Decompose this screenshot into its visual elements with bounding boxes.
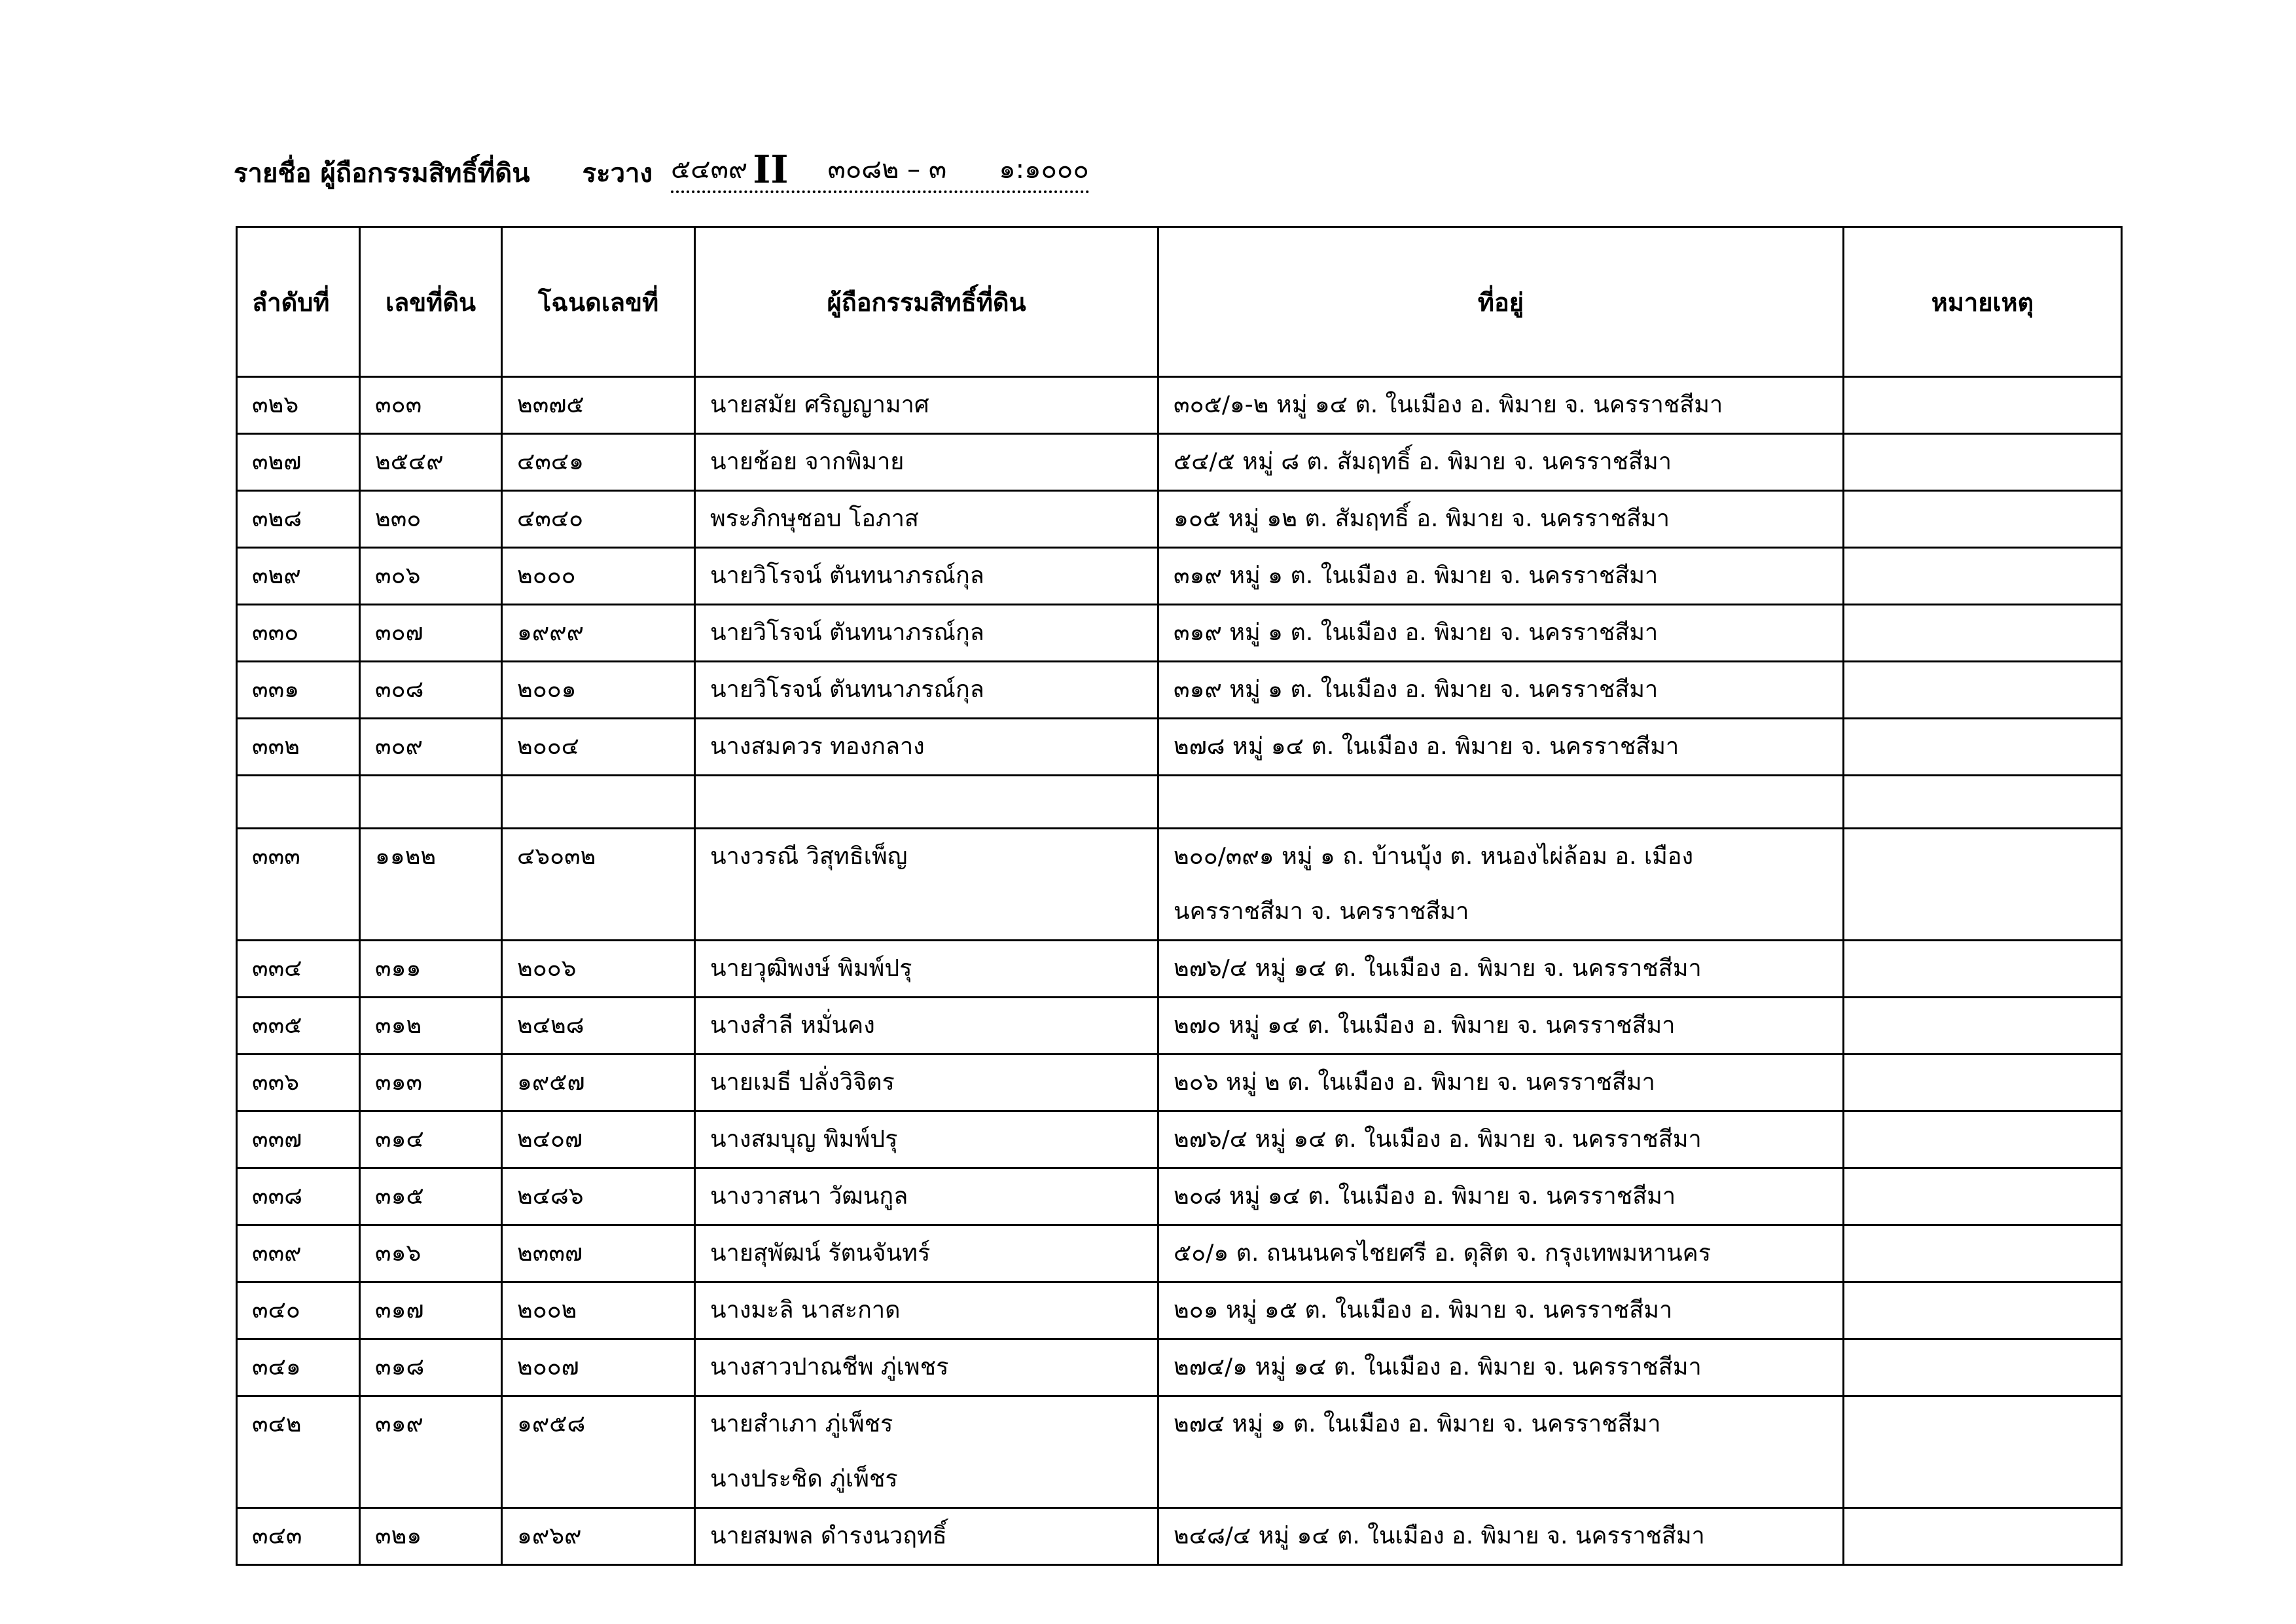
cell-deed-number: ๑๙๕๘ <box>502 1396 695 1508</box>
cell-parcel-number <box>360 776 502 829</box>
cell-remark <box>1844 829 2122 941</box>
cell-order <box>237 776 360 829</box>
address-line: ๕๔/๕ หมู่ ๘ ต. สัมฤทธิ์ อ. พิมาย จ. นครราชสีมา <box>1174 448 1672 475</box>
cell-deed-number: ๒๐๐๔ <box>502 719 695 776</box>
cell-order: ๓๓๙ <box>237 1225 360 1282</box>
cell-owner <box>695 548 1158 605</box>
cell-remark <box>1844 491 2122 548</box>
cell-order: ๓๓๕ <box>237 998 360 1055</box>
document-title: รายชื่อ ผู้ถือกรรมสิทธิ์ที่ดิน <box>234 158 530 189</box>
cell-address <box>1158 605 1844 662</box>
cell-address <box>1158 719 1844 776</box>
table-body <box>237 377 2122 1565</box>
owner-name: นางมะลิ นาสะกาด <box>710 1297 901 1324</box>
cell-remark <box>1844 662 2122 719</box>
column-header-owner: ผู้ถือกรรมสิทธิ์ที่ดิน <box>695 227 1158 377</box>
cell-order: ๓๒๖ <box>237 377 360 434</box>
cell-parcel-number: ๓๑๖ <box>360 1225 502 1282</box>
cell-parcel-number: ๓๑๒ <box>360 998 502 1055</box>
map-scale: ๑:๑๐๐๐ <box>999 154 1089 185</box>
cell-address <box>1158 491 1844 548</box>
cell-order: ๓๒๗ <box>237 434 360 491</box>
sheet-label: ระวาง <box>582 158 653 189</box>
owner-name: นางประชิด ภู่เพ็ชร <box>710 1466 898 1492</box>
cell-address <box>1158 1055 1844 1111</box>
cell-owner <box>695 377 1158 434</box>
cell-parcel-number: ๓๑๘ <box>360 1339 502 1396</box>
cell-deed-number: ๔๓๔๑ <box>502 434 695 491</box>
land-owners-table <box>236 226 2123 1566</box>
cell-deed-number: ๑๙๙๙ <box>502 605 695 662</box>
cell-owner <box>695 719 1158 776</box>
address-line: ๒๗๔/๑ หมู่ ๑๔ ต. ในเมือง อ. พิมาย จ. นครราชสีมา <box>1174 1354 1702 1380</box>
cell-parcel-number: ๓๑๗ <box>360 1282 502 1339</box>
cell-owner <box>695 1282 1158 1339</box>
address-line: ๒๐๐/๓๙๑ หมู่ ๑ ถ. บ้านบุ้ง ต. หนองไผ่ล้อม อ. เมือง <box>1174 843 1694 870</box>
cell-order: ๓๓๗ <box>237 1111 360 1168</box>
cell-address <box>1158 776 1844 829</box>
owner-name: นางวรณี วิสุทธิเพ็ญ <box>710 843 908 870</box>
cell-order: ๓๒๘ <box>237 491 360 548</box>
cell-deed-number: ๑๙๖๙ <box>502 1508 695 1565</box>
cell-deed-number: ๒๐๐๗ <box>502 1339 695 1396</box>
table-row <box>237 1508 2122 1565</box>
cell-remark <box>1844 377 2122 434</box>
table-row <box>237 776 2122 829</box>
cell-order: ๓๒๙ <box>237 548 360 605</box>
address-line: ๒๐๘ หมู่ ๑๔ ต. ในเมือง อ. พิมาย จ. นครราชสีมา <box>1174 1183 1676 1210</box>
cell-owner <box>695 941 1158 998</box>
owner-name: นายสมัย ศริญญามาศ <box>710 391 929 418</box>
column-header-remark: หมายเหตุ <box>1844 227 2122 377</box>
address-line: ๒๔๘/๔ หมู่ ๑๔ ต. ในเมือง อ. พิมาย จ. นครราชสีมา <box>1174 1523 1705 1549</box>
cell-remark <box>1844 776 2122 829</box>
table-row <box>237 719 2122 776</box>
cell-parcel-number: ๓๐๘ <box>360 662 502 719</box>
cell-owner <box>695 434 1158 491</box>
address-line: ๓๑๙ หมู่ ๑ ต. ในเมือง อ. พิมาย จ. นครราชสีมา <box>1174 562 1659 589</box>
cell-owner <box>695 829 1158 941</box>
owner-name: นายวิโรจน์ ตันทนาภรณ์กุล <box>710 676 984 703</box>
owner-name: นายสุพัฒน์ รัตนจันทร์ <box>710 1240 931 1267</box>
owner-name: นายวุฒิพงษ์ พิมพ์ปรุ <box>710 955 912 982</box>
cell-address <box>1158 829 1844 941</box>
cell-order: ๓๓๖ <box>237 1055 360 1111</box>
cell-order: ๓๔๒ <box>237 1396 360 1508</box>
table-row <box>237 941 2122 998</box>
cell-order: ๓๔๑ <box>237 1339 360 1396</box>
address-line: ๒๗๐ หมู่ ๑๔ ต. ในเมือง อ. พิมาย จ. นครราชสีมา <box>1174 1012 1676 1039</box>
cell-deed-number: ๒๔๘๖ <box>502 1168 695 1225</box>
cell-address <box>1158 377 1844 434</box>
table-row <box>237 662 2122 719</box>
address-line: ๒๗๔ หมู่ ๑ ต. ในเมือง อ. พิมาย จ. นครราชสีมา <box>1174 1411 1661 1437</box>
cell-deed-number: ๒๐๐๐ <box>502 548 695 605</box>
cell-remark <box>1844 941 2122 998</box>
address-line: ๒๗๖/๔ หมู่ ๑๔ ต. ในเมือง อ. พิมาย จ. นครราชสีมา <box>1174 1126 1702 1153</box>
address-line: ๒๐๖ หมู่ ๒ ต. ในเมือง อ. พิมาย จ. นครราชสีมา <box>1174 1069 1655 1096</box>
table-row <box>237 1168 2122 1225</box>
table-row <box>237 1282 2122 1339</box>
cell-remark <box>1844 719 2122 776</box>
cell-order: ๓๓๒ <box>237 719 360 776</box>
cell-remark <box>1844 434 2122 491</box>
cell-owner <box>695 605 1158 662</box>
address-line: ๑๐๕ หมู่ ๑๒ ต. สัมฤทธิ์ อ. พิมาย จ. นครราชสีมา <box>1174 505 1670 532</box>
cell-deed-number <box>502 776 695 829</box>
owner-name: นางวาสนา วัฒนกูล <box>710 1183 908 1210</box>
cell-order: ๓๓๘ <box>237 1168 360 1225</box>
cell-parcel-number: ๒๕๔๙ <box>360 434 502 491</box>
cell-order: ๓๔๓ <box>237 1508 360 1565</box>
address-line: ๕๐/๑ ต. ถนนนครไชยศรี อ. ดุสิต จ. กรุงเทพมหานคร <box>1174 1240 1712 1267</box>
address-line: นครราชสีมา จ. นครราชสีมา <box>1174 898 1469 925</box>
owner-name: นางสมควร ทองกลาง <box>710 733 925 760</box>
column-header-deed-number: โฉนดเลขที่ <box>502 227 695 377</box>
cell-owner <box>695 662 1158 719</box>
cell-parcel-number: ๓๑๙ <box>360 1396 502 1508</box>
cell-remark <box>1844 1168 2122 1225</box>
cell-deed-number: ๒๐๐๑ <box>502 662 695 719</box>
cell-parcel-number: ๓๐๓ <box>360 377 502 434</box>
cell-address <box>1158 998 1844 1055</box>
cell-owner <box>695 1111 1158 1168</box>
owner-name: นายสมพล ดำรงนวฤทธิ์ <box>710 1523 947 1549</box>
table-row <box>237 605 2122 662</box>
table-row <box>237 998 2122 1055</box>
sheet-sub-number: ๓๐๘๒ – ๓ <box>827 154 947 185</box>
cell-parcel-number: ๓๑๔ <box>360 1111 502 1168</box>
cell-order: ๓๓๐ <box>237 605 360 662</box>
cell-owner <box>695 491 1158 548</box>
sheet-number: ๕๔๓๙ <box>671 154 748 185</box>
cell-owner <box>695 1225 1158 1282</box>
cell-deed-number: ๒๐๐๖ <box>502 941 695 998</box>
cell-order: ๓๓๑ <box>237 662 360 719</box>
owner-name: นางสมบุญ พิมพ์ปรุ <box>710 1126 898 1153</box>
cell-address <box>1158 1508 1844 1565</box>
owner-name: นายเมธี ปลั่งวิจิตร <box>710 1069 895 1096</box>
table-row <box>237 1111 2122 1168</box>
cell-address <box>1158 1396 1844 1508</box>
address-line: ๓๐๕/๑-๒ หมู่ ๑๔ ต. ในเมือง อ. พิมาย จ. นครราชสีมา <box>1174 391 1723 418</box>
cell-remark <box>1844 1111 2122 1168</box>
cell-parcel-number: ๓๐๖ <box>360 548 502 605</box>
table-row <box>237 491 2122 548</box>
owner-name: นางสาวปาณชีพ ภู่เพชร <box>710 1354 949 1380</box>
cell-deed-number: ๒๓๓๗ <box>502 1225 695 1282</box>
cell-deed-number: ๒๔๒๘ <box>502 998 695 1055</box>
cell-remark <box>1844 998 2122 1055</box>
cell-owner <box>695 1396 1158 1508</box>
address-line: ๓๑๙ หมู่ ๑ ต. ในเมือง อ. พิมาย จ. นครราชสีมา <box>1174 676 1659 703</box>
cell-parcel-number: ๓๑๕ <box>360 1168 502 1225</box>
cell-address <box>1158 941 1844 998</box>
cell-order: ๓๓๔ <box>237 941 360 998</box>
cell-address <box>1158 662 1844 719</box>
cell-parcel-number: ๓๑๓ <box>360 1055 502 1111</box>
owner-name: นางสำลี หมั่นคง <box>710 1012 875 1039</box>
cell-deed-number: ๒๔๐๗ <box>502 1111 695 1168</box>
table-header-row <box>237 227 2122 377</box>
cell-address <box>1158 434 1844 491</box>
cell-owner <box>695 1339 1158 1396</box>
cell-remark <box>1844 605 2122 662</box>
address-line: ๒๐๑ หมู่ ๑๕ ต. ในเมือง อ. พิมาย จ. นครราชสีมา <box>1174 1297 1673 1324</box>
cell-owner <box>695 776 1158 829</box>
cell-parcel-number: ๒๓๐ <box>360 491 502 548</box>
cell-address <box>1158 1111 1844 1168</box>
table-row <box>237 1225 2122 1282</box>
cell-remark <box>1844 548 2122 605</box>
cell-deed-number: ๑๙๕๗ <box>502 1055 695 1111</box>
cell-parcel-number: ๓๐๗ <box>360 605 502 662</box>
cell-parcel-number: ๓๐๙ <box>360 719 502 776</box>
cell-address <box>1158 1339 1844 1396</box>
cell-deed-number: ๒๓๗๕ <box>502 377 695 434</box>
table-row <box>237 548 2122 605</box>
address-line: ๒๗๘ หมู่ ๑๔ ต. ในเมือง อ. พิมาย จ. นครราชสีมา <box>1174 733 1679 760</box>
column-header-order: ลำดับที่ <box>237 227 360 377</box>
table-row <box>237 1339 2122 1396</box>
cell-owner <box>695 1168 1158 1225</box>
cell-remark <box>1844 1396 2122 1508</box>
cell-owner <box>695 1508 1158 1565</box>
cell-address <box>1158 1282 1844 1339</box>
owner-name: นายวิโรจน์ ตันทนาภรณ์กุล <box>710 562 984 589</box>
cell-order: ๓๓๓ <box>237 829 360 941</box>
cell-remark <box>1844 1282 2122 1339</box>
cell-deed-number: ๔๓๔๐ <box>502 491 695 548</box>
cell-address <box>1158 548 1844 605</box>
cell-remark <box>1844 1508 2122 1565</box>
table-row <box>237 1396 2122 1508</box>
address-line: ๓๑๙ หมู่ ๑ ต. ในเมือง อ. พิมาย จ. นครราชสีมา <box>1174 619 1659 646</box>
owner-name: นายสำเภา ภู่เพ็ชร <box>710 1411 893 1437</box>
cell-address <box>1158 1168 1844 1225</box>
table-row <box>237 434 2122 491</box>
column-header-parcel-number: เลขที่ดิน <box>360 227 502 377</box>
owner-name: นายช้อย จากพิมาย <box>710 448 905 475</box>
table-row <box>237 377 2122 434</box>
document-title-line <box>234 134 1089 193</box>
cell-parcel-number: ๓๑๑ <box>360 941 502 998</box>
cell-deed-number: ๒๐๐๒ <box>502 1282 695 1339</box>
cell-owner <box>695 1055 1158 1111</box>
sheet-reference <box>671 147 1089 193</box>
owner-name: พระภิกษุชอบ โอภาส <box>710 505 919 532</box>
sheet-roman-numeral: II <box>753 147 789 192</box>
cell-parcel-number: ๑๑๒๒ <box>360 829 502 941</box>
cell-owner <box>695 998 1158 1055</box>
cell-remark <box>1844 1225 2122 1282</box>
table-row <box>237 829 2122 941</box>
address-line: ๒๗๖/๔ หมู่ ๑๔ ต. ในเมือง อ. พิมาย จ. นครราชสีมา <box>1174 955 1702 982</box>
cell-address <box>1158 1225 1844 1282</box>
column-header-address: ที่อยู่ <box>1158 227 1844 377</box>
table-row <box>237 1055 2122 1111</box>
cell-order: ๓๔๐ <box>237 1282 360 1339</box>
cell-remark <box>1844 1055 2122 1111</box>
cell-parcel-number: ๓๒๑ <box>360 1508 502 1565</box>
cell-deed-number: ๔๖๐๓๒ <box>502 829 695 941</box>
owner-name: นายวิโรจน์ ตันทนาภรณ์กุล <box>710 619 984 646</box>
cell-remark <box>1844 1339 2122 1396</box>
